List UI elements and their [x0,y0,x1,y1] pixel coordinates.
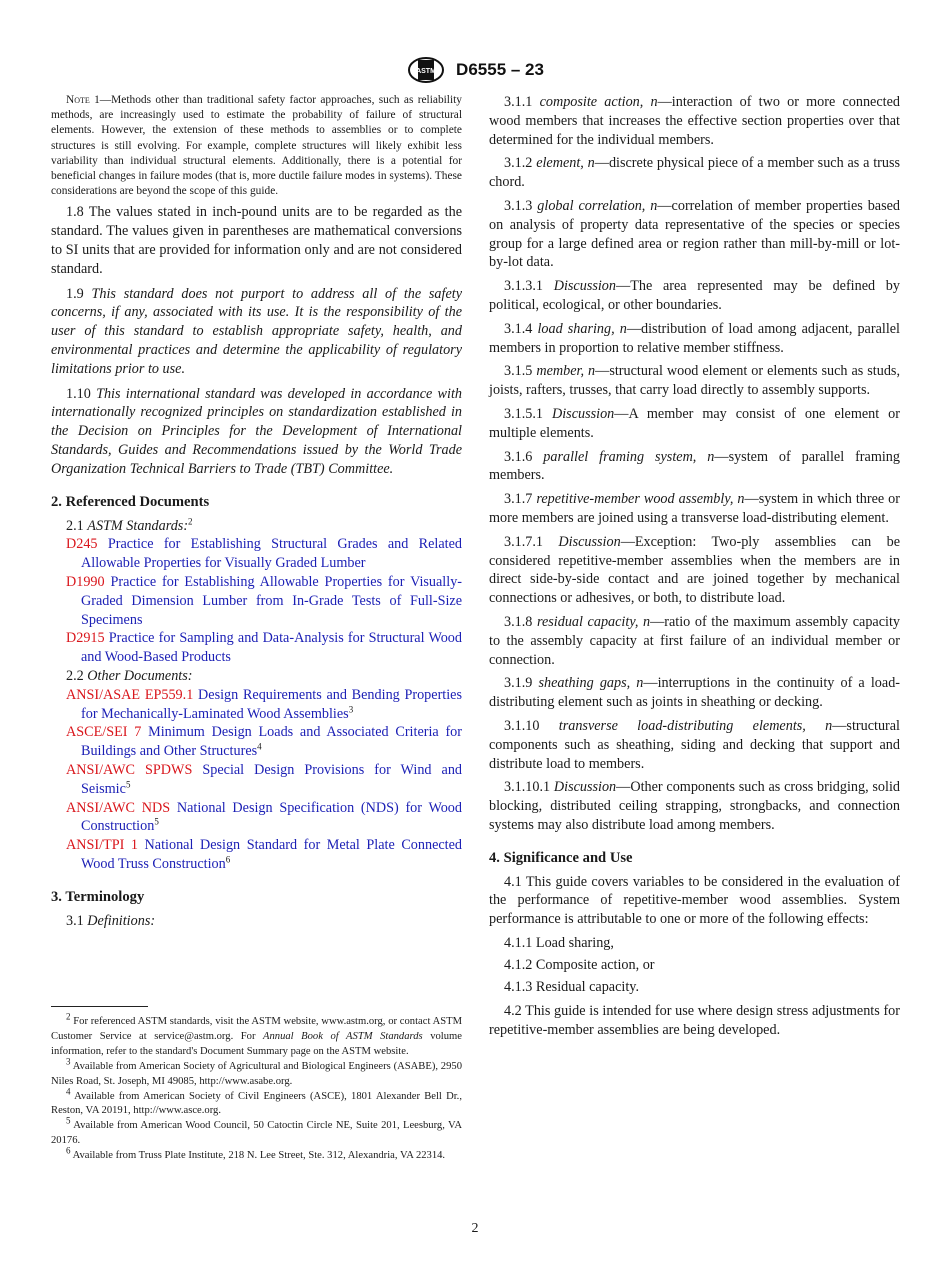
other-ref-item[interactable]: ANSI/TPI 1 National Design Standard for Metal Plate Connected Wood Truss Construction$^6$ [66,837,463,872]
section-1-8: 1.8 The values stated in inch-pound units are to be regarded as the standard. The values given in parentheses are mathematical conversions to SI units that are provided for information only and are not considered standard. [51,204,462,277]
definition-3-1-5: 3.1.5 member, n—structural wood element or elements such as studs, joists, rafters, trusses, that carry load directly to assembly supports. [489,363,900,399]
other-ref-item[interactable]: ANSI/AWC NDS National Design Specification (NDS) for Wood Construction$^5$ [66,799,462,835]
discussion-3-1-10-1: 3.1.10.1 Discussion—Other components such as cross bridging, solid blocking, distributed ceiling strapping, strongbacks, and connection systems may also distribute load among members. [489,779,900,833]
heading-significance-and-use: 4. Significance and Use [489,849,633,866]
heading-referenced-documents: 2. Referenced Documents [51,493,210,510]
definition-3-1-2: 3.1.2 element, n—discrete physical piece of a member such as a truss chord. [489,155,901,191]
definition-3-1-4: 3.1.4 load sharing, n—distribution of load among adjacent, parallel members in proportion to relative member stiffness. [489,320,900,356]
section-4-1: 4.1 This guide covers variables to be considered in the evaluation of the performance of repetitive-member wood assemblies. System performance is attributable to one or more of the following effects: [489,873,900,928]
heading-terminology: 3. Terminology [51,888,145,905]
right-column [489,93,900,1045]
section-4-2: 4.2 This guide is intended for use where design stress adjustments for repetitive-member assemblies are being developed. [489,1003,900,1039]
discussion-3-1-3-1: 3.1.3.1 Discussion—The area represented may be defined by political, ecological, or other boundaries. [489,278,900,313]
astm-logo-icon [406,56,446,84]
footnote-5: $^5$ Available from American Wood Council, 50 Catoctin Circle NE, Suite 201, Leesburg, VA 20176. [51,1115,462,1147]
note-1: Note 1—Methods other than traditional safety factor approaches, such as reliability methods, are increasingly used to estimate the probability of failure of structural elements. However, the extension of these methods to assemblies or to complete structures is still evolving. For example, complete structures will likely exhibit less variability than individual structural elements. Additionally, there is a potential for beneficial changes in failure modes (that is, more ductile failure modes in systems). These considerations are beyond the scope of this guide. [51,94,462,198]
astm-ref-item[interactable]: D1990 Practice for Establishing Allowable Properties for Visually-Graded Dimension Lumber from In-Grade Tests of Full-Size Specimens [66,573,463,628]
left-column [51,93,462,931]
footnote-3: $^3$ Available from American Society of Agricultural and Biological Engineers (ASABE), 2950 Niles Road, St. Joseph, MI 49085, http://www.asabe.org. [51,1056,462,1087]
section-3-1: 3.1 Definitions: [66,912,156,929]
astm-ref-item[interactable]: D2915 Practice for Sampling and Data-Analysis for Structural Wood and Wood-Based Products [66,630,462,666]
svg-text:ASTM: ASTM [416,68,436,75]
definition-3-1-6: 3.1.6 parallel framing system, n—system of parallel framing members. [489,448,900,484]
footnote-divider [51,1006,148,1007]
footnote-4: $^4$ Available from American Society of Civil Engineers (ASCE), 1801 Alexander Bell Dr., Reston, VA 20191, http://www.asce.org. [51,1086,462,1117]
definition-3-1-10: 3.1.10 transverse load-distributing elements, n—structural components such as sheathing, siding and decking that support and distribute load to members. [489,717,900,772]
other-ref-item[interactable]: ASCE/SEI 7 Minimum Design Loads and Associated Criteria for Buildings and Other Structures$^4$ [66,724,462,760]
astm-ref-item[interactable]: D245 Practice for Establishing Structural Grades and Related Allowable Properties for Visually Graded Lumber [66,536,462,572]
list-item: 4.1.1 Load sharing, [504,935,614,952]
section-2-2: 2.2 Other Documents: [66,667,193,684]
page-header [0,56,950,84]
section-2-1: 2.1 ASTM Standards:$^2$ [66,515,193,534]
definition-3-1-7: 3.1.7 repetitive-member wood assembly, n—system in which three or more members are joined using a transverse load-distributing element. [489,491,901,526]
footnotes [51,1006,462,1164]
definition-3-1-8: 3.1.8 residual capacity, n—ratio of the maximum assembly capacity to the assembly capacity at first failure of an individual member or connection. [489,613,901,668]
other-ref-item[interactable]: ANSI/ASAE EP559.1 Design Requirements and Bending Properties for Mechanically-Laminated Wood Assemblies$^3$ [66,686,462,722]
section-1-10: 1.10 This international standard was developed in accordance with internationally recognized principles on standardization established in the Decision on Principles for the Development of International Standards, Guides and Recommendations issued by the World Trade Organization Technical Barriers to Trade (TBT) Committee. [51,385,462,477]
page-number: 2 [471,1221,479,1236]
footnote-6: $^6$ Available from Truss Plate Institute, 218 N. Lee Street, Ste. 312, Alexandria, VA 22314. [66,1145,446,1162]
definition-3-1-1: 3.1.1 composite action, n—interaction of two or more connected wood members that increases the effective section properties over that determined for the individual members. [489,94,900,148]
definition-3-1-9: 3.1.9 sheathing gaps, n—interruptions in the continuity of a load-distributing element such as joints in sheathing or decking. [489,675,901,711]
definition-3-1-3: 3.1.3 global correlation, n—correlation of member properties based on analysis of property data representative of the species or species group for a large defined area or region rather than mill-by-mill or lot-by-lot data. [489,197,901,271]
discussion-3-1-5-1: 3.1.5.1 Discussion—A member may consist of one element or multiple elements. [489,405,901,441]
list-item: 4.1.2 Composite action, or [504,956,655,973]
section-1-9: 1.9 This standard does not purport to address all of the safety concerns, if any, associated with its use. It is the responsibility of the user of this standard to establish appropriate safety, health, and environmental practices and determine the applicability of regulatory limitations prior to use. [51,285,462,377]
footnote-2: $^2$ For referenced ASTM standards, visit the ASTM website, www.astm.org, or contact ASTM Customer Service at service@astm.org. For Annual Book of ASTM Standards volume information, refer to the standard's Document Summary page on the ASTM website. [51,1011,462,1057]
other-ref-item[interactable]: ANSI/AWC SPDWS Special Design Provisions for Wind and Seismic$^5$ [66,761,463,797]
discussion-3-1-7-1: 3.1.7.1 Discussion—Exception: Two-ply assemblies can be considered repetitive-member assemblies when the members are in direct side-by-side contact and are joined together by mechanical connections or adhesives, or both, to distribute load. [489,533,901,607]
list-item: 4.1.3 Residual capacity. [504,978,640,995]
standard-designation: D6555 – 23 [456,60,544,79]
